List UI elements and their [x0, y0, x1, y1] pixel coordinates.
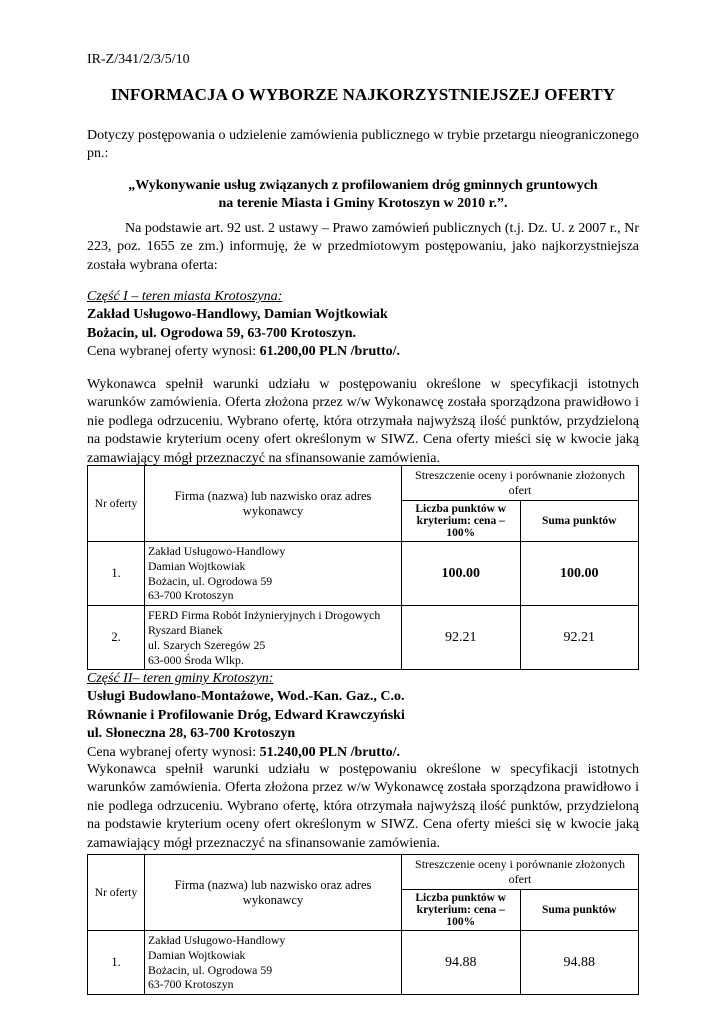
firm-line: FERD Firma Robót Inżynieryjnych i Drogowych [148, 608, 381, 623]
offer-sum: 100.00 [520, 542, 639, 606]
part2-winner-name: Usługi Budowlano-Montażowe, Wod.-Kan. Gaz., C.o. [87, 689, 405, 705]
part2-price-line [87, 744, 639, 762]
col-points-header: Liczba punktów w kryterium: cena – 100% [402, 890, 521, 931]
firm-line: Zakład Usługowo-Handlowy [148, 544, 286, 558]
firm-line: ul. Szarych Szeregów 25 [148, 637, 266, 652]
part1-score-table [87, 465, 639, 670]
firm-line: Zakład Usługowo-Handlowy [148, 933, 286, 947]
page-title: INFORMACJA O WYBORZE NAJKORZYSTNIEJSZEJ OFERTY [110, 85, 616, 104]
offer-firm [145, 542, 402, 606]
col-sum-header: Suma punktów [520, 890, 639, 931]
offer-points: 100.00 [402, 542, 521, 606]
firm-line: 63-700 Krotoszyn [148, 977, 234, 992]
subject-line-1: „Wykonywanie usług związanych z profilowaniem dróg gminnych gruntowych [128, 178, 598, 193]
firm-line: 63-700 Krotoszyn [148, 588, 234, 603]
part2-winner-address: ul. Słoneczna 28, 63-700 Krotoszyn [87, 726, 296, 742]
col-points-header: Liczba punktów w kryterium: cena – 100% [402, 501, 521, 542]
part2-winner-detail: Równanie i Profilowanie Dróg, Edward Krawczyński [87, 707, 405, 723]
firm-line: 63-000 Środa Wlkp. [148, 652, 244, 667]
col-summary-header: Streszczenie oceny i porównanie złożonych ofert [402, 466, 639, 501]
offer-number: 2. [88, 606, 145, 670]
col-nr-header: Nr oferty [88, 855, 145, 931]
col-nr-header: Nr oferty [88, 466, 145, 542]
part2-justification: Wykonawca spełnił warunki udziału w postępowaniu określone w specyfikacji istotnych warunków zamówienia. Oferta złożona przez w/w Wykonawcę została sporządzona prawidłowo i nie podlega odrzuceniu. Wybrano ofertę, która otrzymała najwyższą ilość punktów, przydzieloną na podstawie kryterium oceny ofert określonym w SIWZ. Cena oferty mieści się w kwocie jaką zamawiający mógł przeznaczyć na sfinansowanie zamówienia. [87, 762, 639, 851]
col-firm-header: Firma (nazwa) lub nazwisko oraz adres wykonawcy [145, 855, 402, 931]
offer-firm [145, 606, 402, 670]
part1-justification: Wykonawca spełnił warunki udziału w postępowaniu określone w specyfikacji istotnych warunków zamówienia. Oferta złożona przez w/w Wykonawcę została sporządzona prawidłowo i nie podlega odrzuceniu. Wybrano ofertę, która otrzymała najwyższą ilość punktów, przydzieloną na podstawie kryterium oceny ofert określonym w SIWZ. Cena oferty mieści się w kwocie jaką zamawiający mógł przeznaczyć na sfinansowanie zamówienia. [87, 377, 639, 466]
table-row [88, 931, 639, 995]
firm-line: Damian Wojtkowiak [148, 947, 246, 962]
firm-line: Bożacin, ul. Ogrodowa 59 [148, 573, 273, 588]
offer-points: 94.88 [402, 931, 521, 995]
legal-basis-paragraph: Na podstawie art. 92 ust. 2 ustawy – Prawo zamówień publicznych (t.j. Dz. U. z 2007 r., Nr 223, poz. 1655 ze zm.) informuję, że w przedmiotowym postępowaniu, jako najkorzystniejsza została wybrana oferta: [87, 221, 639, 273]
part2-score-table [87, 854, 639, 995]
subject-line-2: na terenie Miasta i Gminy Krotoszyn w 2010 r.”. [218, 196, 508, 211]
table-row [88, 606, 639, 670]
firm-line: Bożacin, ul. Ogrodowa 59 [148, 962, 273, 977]
reference-number: IR-Z/341/2/3/5/10 [87, 52, 190, 67]
part1-section [87, 288, 639, 362]
part2-section [87, 670, 639, 762]
col-firm-header: Firma (nazwa) lub nazwisko oraz adres wykonawcy [145, 466, 402, 542]
firm-line: Damian Wojtkowiak [148, 558, 246, 573]
procurement-subject [87, 177, 639, 213]
part1-heading: Część I – teren miasta Krotoszyna: [87, 289, 283, 304]
offer-firm [145, 931, 402, 995]
offer-number: 1. [88, 931, 145, 995]
col-summary-header: Streszczenie oceny i porównanie złożonych ofert [402, 855, 639, 890]
offer-points: 92.21 [402, 606, 521, 670]
table-row [88, 542, 639, 606]
part1-price-label: Cena wybranej oferty wynosi: [87, 344, 260, 360]
offer-sum: 92.21 [520, 606, 639, 670]
part2-price-label: Cena wybranej oferty wynosi: [87, 744, 260, 760]
offer-sum: 94.88 [520, 931, 639, 995]
part1-price-line [87, 343, 639, 361]
firm-line: Ryszard Bianek [148, 622, 223, 637]
part2-heading: Część II– teren gminy Krotoszyn: [87, 671, 274, 686]
part2-price-value: 51.240,00 PLN /brutto/. [259, 744, 401, 760]
offer-number: 1. [88, 542, 145, 606]
col-sum-header: Suma punktów [520, 501, 639, 542]
part1-price-value: 61.200,00 PLN /brutto/. [259, 344, 401, 360]
intro-paragraph: Dotyczy postępowania o udzielenie zamówienia publicznego w trybie przetargu nieograniczonego pn.: [87, 128, 639, 162]
part1-winner-address: Bożacin, ul. Ogrodowa 59, 63-700 Krotoszyn. [87, 325, 356, 341]
part1-winner-name: Zakład Usługowo-Handlowy, Damian Wojtkowiak [87, 307, 388, 323]
